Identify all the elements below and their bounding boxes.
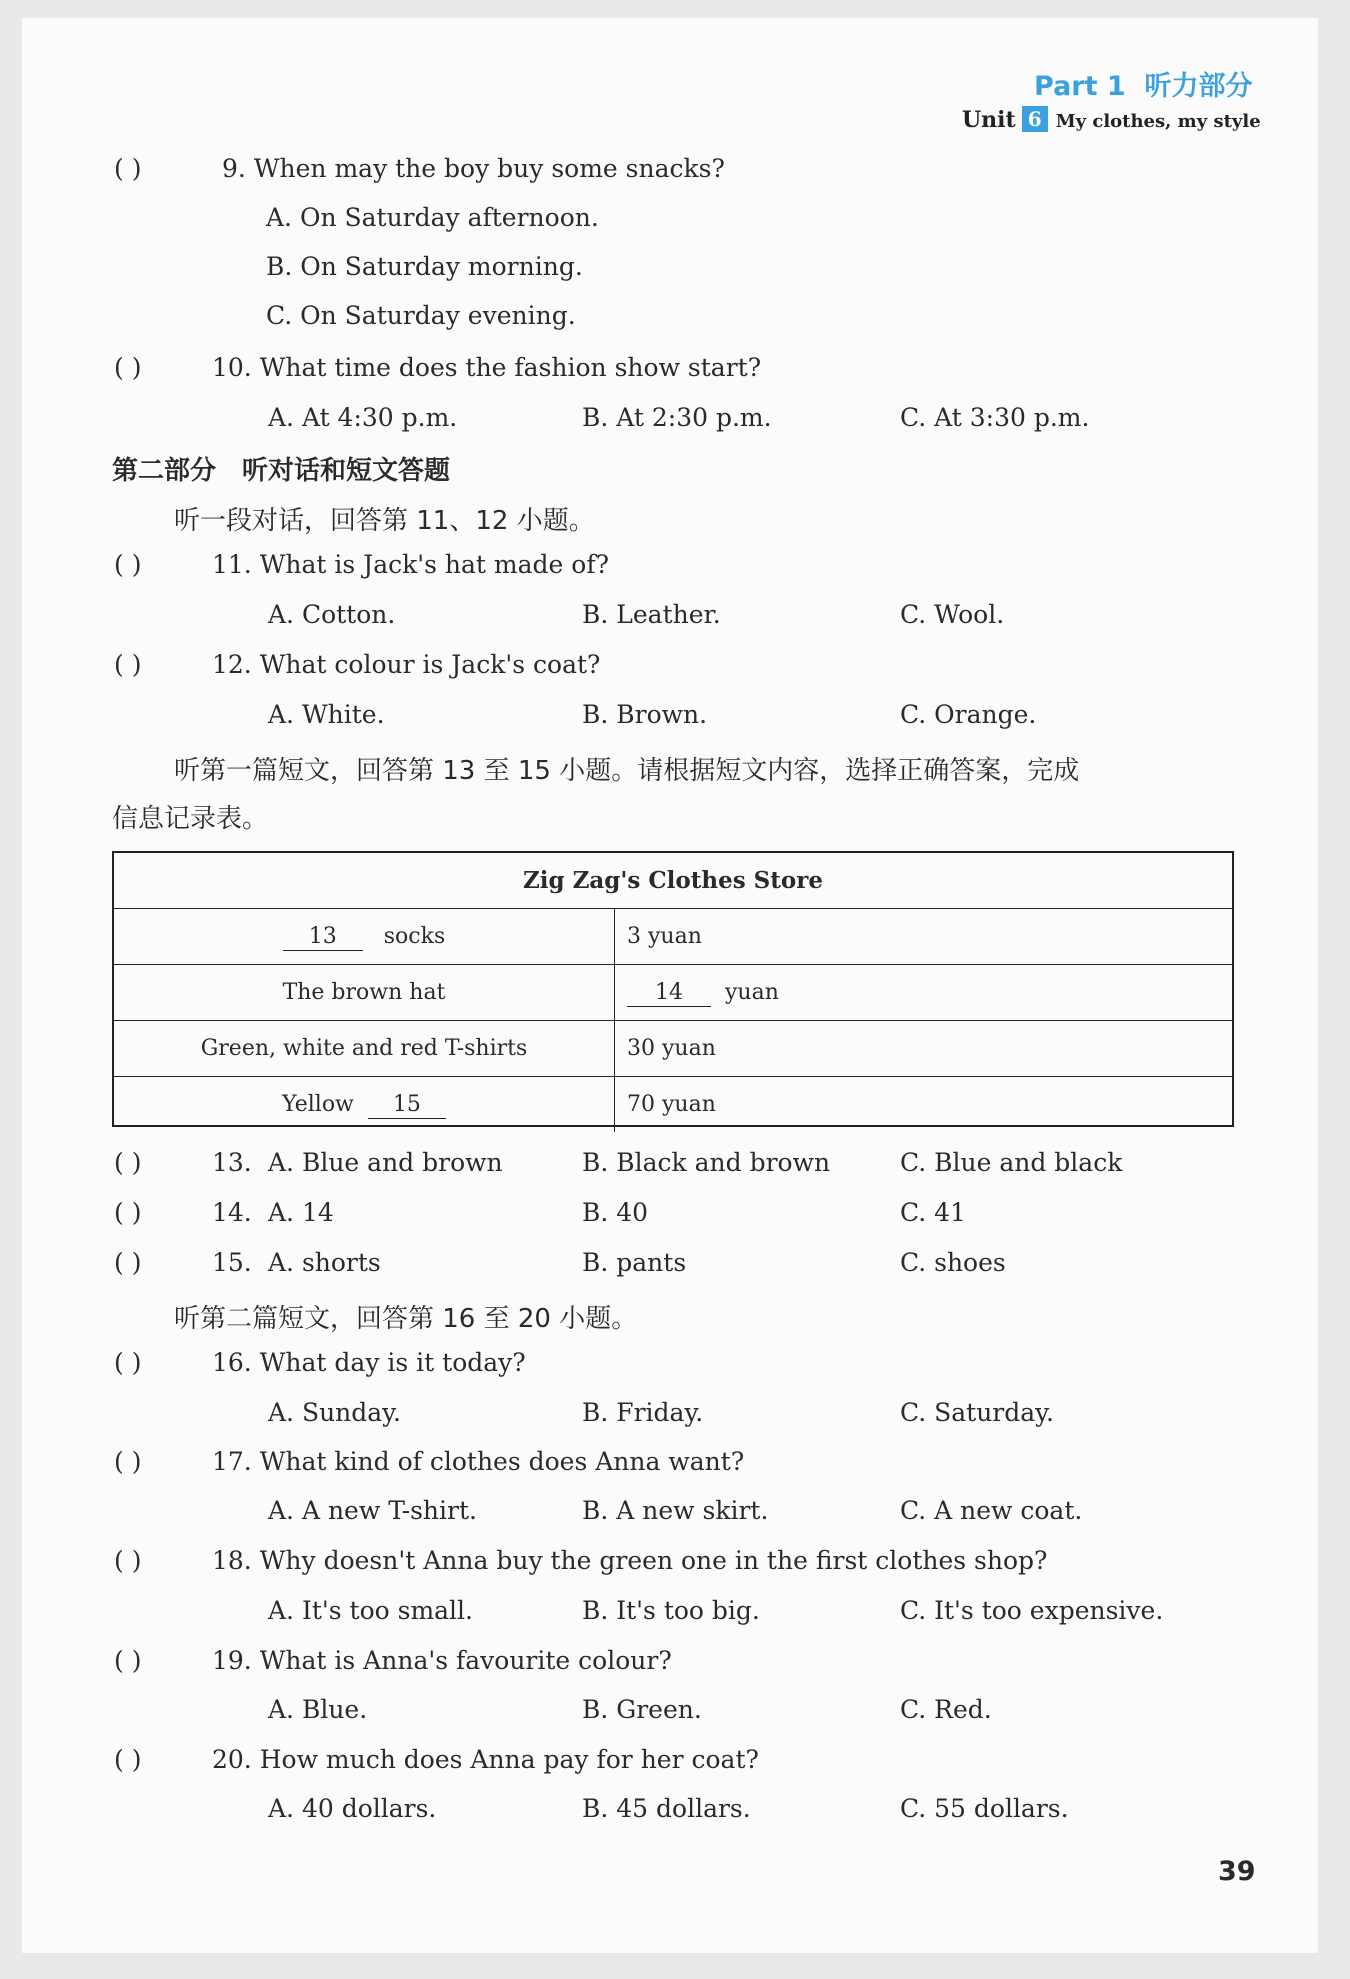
question-number: 9. bbox=[222, 154, 246, 183]
table-row bbox=[114, 909, 1232, 965]
question-text: Why doesn't Anna buy the green one in the first clothes shop? bbox=[259, 1546, 1048, 1575]
option-c: C. At 3:30 p.m. bbox=[900, 403, 1090, 432]
option-c: C. Wool. bbox=[900, 600, 1005, 629]
unit-label: Unit bbox=[962, 107, 1016, 133]
item-text: socks bbox=[383, 924, 446, 949]
part-label-cn: 听力部分 bbox=[1144, 71, 1253, 102]
question-number: 11. bbox=[212, 550, 252, 579]
instruction-passage-2: 听第二篇短文，回答第 16 至 20 小题。 bbox=[174, 1304, 638, 1334]
answer-bracket-q20[interactable]: ( ) bbox=[114, 1745, 142, 1774]
answer-bracket-q16[interactable]: ( ) bbox=[114, 1348, 142, 1377]
page-number: 39 bbox=[1218, 1856, 1256, 1887]
option-a: A. A new T-shirt. bbox=[268, 1496, 477, 1525]
table-cell bbox=[114, 909, 615, 964]
option-c: C. On Saturday evening. bbox=[266, 301, 576, 330]
item-cell: Green, white and red T-shirts bbox=[114, 1021, 615, 1076]
question-19 bbox=[212, 1646, 672, 1675]
unit-title: My clothes, my style bbox=[1055, 111, 1261, 132]
option-c: C. 55 dollars. bbox=[900, 1794, 1069, 1823]
answer-bracket-q11[interactable]: ( ) bbox=[114, 550, 142, 579]
option-c: C. shoes bbox=[900, 1248, 1006, 1277]
option-b: B. 40 bbox=[582, 1198, 649, 1227]
table-row bbox=[114, 1021, 1232, 1077]
table-cell bbox=[114, 1077, 615, 1132]
price-cell: 30 yuan bbox=[627, 1036, 716, 1061]
question-number: 12. bbox=[212, 650, 252, 679]
option-c: C. It's too expensive. bbox=[900, 1596, 1164, 1625]
option-b: B. A new skirt. bbox=[582, 1496, 769, 1525]
option-a: A. On Saturday afternoon. bbox=[266, 203, 599, 232]
option-a: A. Blue and brown bbox=[268, 1148, 503, 1177]
item-cell: The brown hat bbox=[114, 965, 615, 1020]
item-text: Yellow bbox=[282, 1092, 354, 1117]
question-15-number: 15. bbox=[212, 1248, 252, 1277]
part-header bbox=[1034, 64, 1253, 103]
option-c: C. Orange. bbox=[900, 700, 1037, 729]
info-record-table bbox=[112, 851, 1234, 1127]
question-number: 10. bbox=[212, 353, 252, 382]
question-text: What kind of clothes does Anna want? bbox=[259, 1447, 745, 1476]
option-c: C. Saturday. bbox=[900, 1398, 1054, 1427]
question-16 bbox=[212, 1348, 526, 1377]
instruction-passage-1: 听第一篇短文，回答第 13 至 15 小题。请根据短文内容，选择正确答案，完成 bbox=[174, 756, 1080, 786]
answer-bracket-q13[interactable]: ( ) bbox=[114, 1148, 142, 1177]
unit-number-badge: 6 bbox=[1022, 106, 1048, 132]
question-text: What colour is Jack's coat? bbox=[259, 650, 601, 679]
option-c: C. Red. bbox=[900, 1695, 992, 1724]
answer-bracket-q19[interactable]: ( ) bbox=[114, 1646, 142, 1675]
option-c: C. 41 bbox=[900, 1198, 966, 1227]
worksheet-page bbox=[22, 18, 1318, 1953]
option-b: B. On Saturday morning. bbox=[266, 252, 583, 281]
price-cell: 70 yuan bbox=[627, 1092, 716, 1117]
question-text: How much does Anna pay for her coat? bbox=[259, 1745, 759, 1774]
question-text: What time does the fashion show start? bbox=[259, 353, 762, 382]
option-b: B. Leather. bbox=[582, 600, 721, 629]
table-title: Zig Zag's Clothes Store bbox=[114, 853, 1232, 909]
option-c: C. A new coat. bbox=[900, 1496, 1083, 1525]
option-a: A. Cotton. bbox=[268, 600, 396, 629]
option-b: B. Friday. bbox=[582, 1398, 704, 1427]
option-a: A. Blue. bbox=[268, 1695, 368, 1724]
question-13-number: 13. bbox=[212, 1148, 252, 1177]
option-a: A. 40 dollars. bbox=[268, 1794, 437, 1823]
option-b: B. Green. bbox=[582, 1695, 702, 1724]
instruction-passage-1-cont: 信息记录表。 bbox=[112, 804, 269, 834]
part-label: Part 1 bbox=[1034, 71, 1126, 102]
instruction-dialogue: 听一段对话，回答第 11、12 小题。 bbox=[174, 506, 595, 536]
question-text: What is Jack's hat made of? bbox=[259, 550, 609, 579]
price-cell: 3 yuan bbox=[627, 924, 702, 949]
unit-text: yuan bbox=[725, 980, 779, 1005]
question-14-number: 14. bbox=[212, 1198, 252, 1227]
answer-bracket-q15[interactable]: ( ) bbox=[114, 1248, 142, 1277]
question-text: When may the boy buy some snacks? bbox=[253, 154, 725, 183]
blank-13[interactable]: 13 bbox=[283, 924, 363, 951]
option-a: A. It's too small. bbox=[268, 1596, 473, 1625]
option-a: A. 14 bbox=[268, 1198, 334, 1227]
question-number: 18. bbox=[212, 1546, 252, 1575]
table-row bbox=[114, 965, 1232, 1021]
question-number: 19. bbox=[212, 1646, 252, 1675]
option-a: A. At 4:30 p.m. bbox=[268, 403, 458, 432]
unit-header bbox=[962, 106, 1261, 133]
section-title: 第二部分 听对话和短文答题 bbox=[112, 456, 451, 486]
option-c: C. Blue and black bbox=[900, 1148, 1123, 1177]
option-b: B. 45 dollars. bbox=[582, 1794, 751, 1823]
option-b: B. Black and brown bbox=[582, 1148, 831, 1177]
option-a: A. White. bbox=[268, 700, 385, 729]
blank-14[interactable]: 14 bbox=[627, 980, 711, 1007]
question-text: What day is it today? bbox=[259, 1348, 526, 1377]
table-cell bbox=[615, 965, 1232, 1020]
option-b: B. At 2:30 p.m. bbox=[582, 403, 772, 432]
option-b: B. Brown. bbox=[582, 700, 708, 729]
question-10 bbox=[212, 353, 761, 382]
question-number: 20. bbox=[212, 1745, 252, 1774]
answer-bracket-q9[interactable]: ( ) bbox=[114, 154, 142, 183]
question-12 bbox=[212, 650, 600, 679]
answer-bracket-q18[interactable]: ( ) bbox=[114, 1546, 142, 1575]
question-text: What is Anna's favourite colour? bbox=[259, 1646, 672, 1675]
answer-bracket-q10[interactable]: ( ) bbox=[114, 353, 142, 382]
table-row bbox=[114, 1077, 1232, 1132]
option-b: B. pants bbox=[582, 1248, 687, 1277]
option-a: A. Sunday. bbox=[268, 1398, 401, 1427]
answer-bracket-q12[interactable]: ( ) bbox=[114, 650, 142, 679]
question-number: 16. bbox=[212, 1348, 252, 1377]
question-20 bbox=[212, 1745, 759, 1774]
answer-bracket-q17[interactable]: ( ) bbox=[114, 1447, 142, 1476]
question-number: 17. bbox=[212, 1447, 252, 1476]
question-9 bbox=[222, 154, 725, 183]
question-17 bbox=[212, 1447, 744, 1476]
answer-bracket-q14[interactable]: ( ) bbox=[114, 1198, 142, 1227]
question-11 bbox=[212, 550, 609, 579]
option-a: A. shorts bbox=[268, 1248, 381, 1277]
blank-15[interactable]: 15 bbox=[368, 1092, 446, 1119]
question-18 bbox=[212, 1546, 1047, 1575]
option-b: B. It's too big. bbox=[582, 1596, 760, 1625]
